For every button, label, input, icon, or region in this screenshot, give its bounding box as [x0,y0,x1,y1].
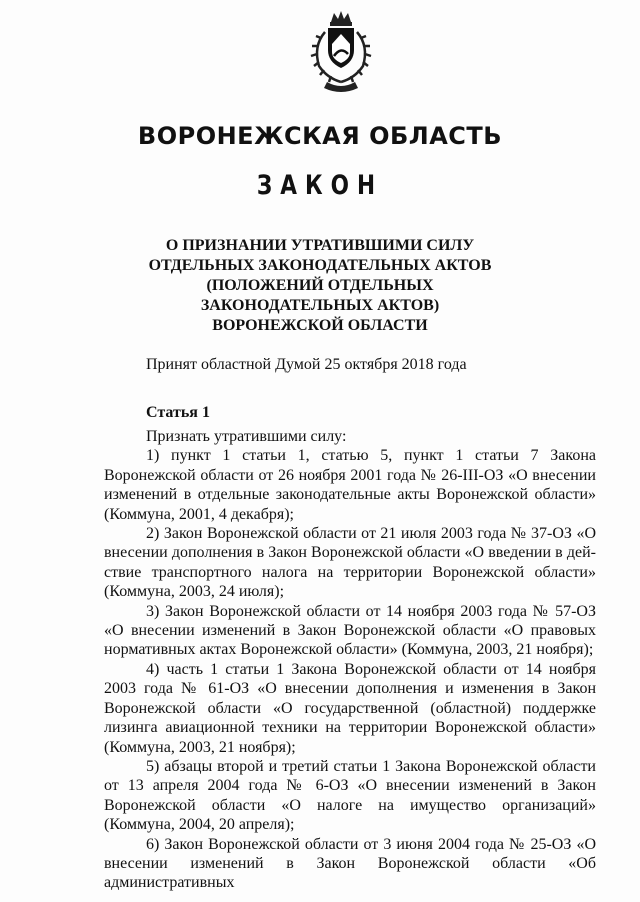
adoption-date: Принят областной Думой 25 октября 2018 года [146,356,467,373]
article-heading: Статья 1 [146,404,210,421]
article-item: 2) Закон Воронежской области от 21 июля 2003 года № 37-ОЗ «О внесении дополнения в Закон Воронежской области «О введении в действие транспортного налога на территории Воронежской области» (Коммуна, 2003, 24 июля); [104,525,596,601]
article-item: 6) Закон Воронежской области от 3 июня 2004 года № 25-ОЗ «О внесении изменений в Закон Воронежской области «Об административных [104,835,596,892]
region-title: ВОРОНЕЖСКАЯ ОБЛАСТЬ [137,122,503,150]
law-name-line: О ПРИЗНАНИИ УТРАТИВШИМИ СИЛУ [165,237,475,254]
coat-of-arms-icon [303,8,379,96]
law-name [140,236,500,336]
law-name-line: ОТДЕЛЬНЫХ ЗАКОНОДАТЕЛЬНЫХ АКТОВ [148,257,492,274]
article-intro: Признать утратившими силу: [146,428,347,445]
article-item: 4) часть 1 статьи 1 Закона Воронежской области от 14 ноября 2003 года № 61-ОЗ «О внесении дополнения и изменения в Закон Воронежской области «О государственной (областной) поддержке лизинга авиационной техники на территории Воронежской области» (Коммуна, 2003, 21 ноября); [104,660,596,756]
article-body [104,427,596,893]
law-name-line: ВОРОНЕЖСКОЙ ОБЛАСТИ [212,317,428,334]
article-item: 5) абзацы второй и третий статьи 1 Закона Воронежской области от 13 апреля 2004 года № 6-ОЗ «О внесении изменений в Закон Воронежской области «О налоге на имущество организаций» (Коммуна, 2004, 20 апреля); [104,757,596,834]
article-item: 3) Закон Воронежской области от 14 ноября 2003 года № 57-ОЗ «О внесении изменений в Закон Воронежской области «О правовых нормативных актах Воронежской области» (Коммуна, 2003, 21 ноября); [104,602,596,659]
law-name-line: ЗАКОНОДАТЕЛЬНЫХ АКТОВ) [200,297,440,314]
law-title: ЗАКОН [256,170,384,201]
article-item: 1) пункт 1 статьи 1, статью 5, пункт 1 статьи 7 Закона Воронежской области от 26 ноября 2001 года № 26-III-ОЗ «О внесении изменений в отдельные законодательные акты Воронежской области» (Коммуна, 2001, 4 декабря); [104,447,596,523]
law-name-line: (ПОЛОЖЕНИЙ ОТДЕЛЬНЫХ [206,277,434,294]
